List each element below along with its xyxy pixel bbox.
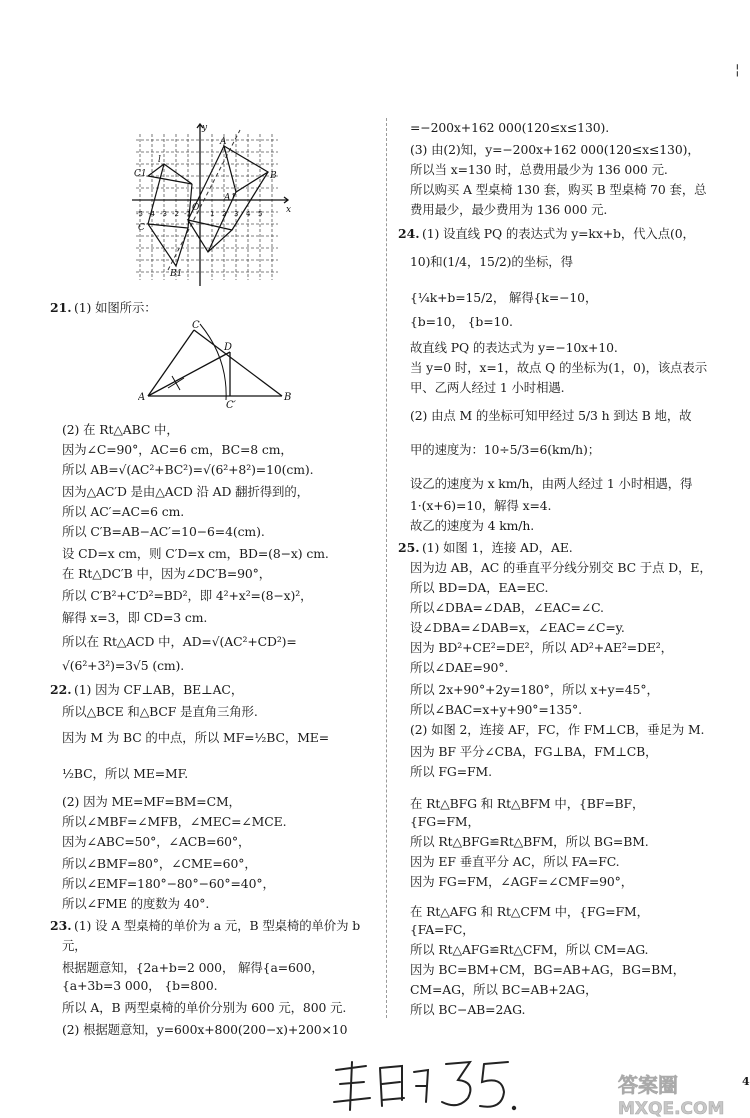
coordinate-grid-figure xyxy=(128,120,298,290)
tick-neg1: -1 xyxy=(184,210,191,218)
column-divider xyxy=(386,118,387,1018)
solution-line: {FA=FC， xyxy=(410,922,475,937)
watermark-logo xyxy=(614,1070,734,1118)
grid-label-b1: B1 xyxy=(170,269,183,279)
solution-line: 所以∠DBA=∠DAB，∠EAC=∠C. xyxy=(410,600,604,615)
solution-line: 所以 Rt△BFG≌Rt△BFM，所以 BG=BM. xyxy=(410,834,649,849)
solution-line: (1) 如图所示： xyxy=(74,300,157,315)
solution-line: 因为 FG=FM，∠AGF=∠CMF=90°， xyxy=(410,874,634,889)
solution-line: 所以∠MBF=∠MFB，∠MEC=∠MCE. xyxy=(62,814,287,829)
solution-line: 因为 BF 平分∠CBA，FG⊥BA，FM⊥CB， xyxy=(410,744,658,759)
watermark-bottom-text: MXQE.COM xyxy=(618,1099,725,1118)
solution-line: ½BC，所以 ME=MF. xyxy=(62,766,189,781)
solution-line: 所以∠FME 的度数为 40°. xyxy=(62,896,210,911)
solution-line: 解得 x=3，即 CD=3 cm. xyxy=(62,610,208,625)
solution-line: 故乙的速度为 4 km/h. xyxy=(410,518,535,533)
page-number: 4 xyxy=(742,1075,750,1088)
solution-line: (2) 在 Rt△ABC 中， xyxy=(62,422,179,437)
solution-line: 故直线 PQ 的表达式为 y=−10x+10. xyxy=(410,340,618,355)
solution-line: 在 Rt△DC′B 中，因为∠DC′B=90°， xyxy=(62,566,272,581)
problem-number: 24. xyxy=(398,226,420,241)
solution-line: 因为 BD²+CE²=DE²，所以 AD²+AE²=DE²， xyxy=(410,640,673,655)
solution-line: {b=10， {b=10. xyxy=(410,314,513,329)
solution-line: 所以当 x=130 时，总费用最少为 136 000 元. xyxy=(410,162,668,177)
problem-number: 22. xyxy=(50,682,72,697)
grid-label-a: A xyxy=(220,137,227,147)
solution-line: 所以在 Rt△ACD 中，AD=√(AC²+CD²)= xyxy=(62,634,297,649)
solution-line: 费用最少，最少费用为 136 000 元. xyxy=(410,202,608,217)
grid-label-l: l xyxy=(158,155,161,165)
solution-line: 所以 C′B²+C′D²=BD²，即 4²+x²=(8−x)²， xyxy=(62,588,313,603)
solution-line: 所以 Rt△AFG≌Rt△CFM，所以 CM=AG. xyxy=(410,942,649,957)
solution-line: 因为 EF 垂直平分 AC，所以 FA=FC. xyxy=(410,854,620,869)
tri-label-b: B xyxy=(284,392,292,403)
tick-2: 2 xyxy=(222,210,227,218)
watermark-top-text: 答案圈 xyxy=(618,1073,678,1097)
solution-line: 所以 AC′=AC=6 cm. xyxy=(62,504,185,519)
solution-line: 因为△AC′D 是由△ACD 沿 AD 翻折得到的， xyxy=(62,484,309,499)
solution-line: 设 CD=x cm，则 C′D=x cm，BD=(8−x) cm. xyxy=(62,546,329,561)
tick-1: 1 xyxy=(210,210,215,218)
triangle-construction-figure xyxy=(138,318,298,410)
tri-label-d: D xyxy=(224,342,233,353)
solution-line: 设∠DBA=∠DAB=x，∠EAC=∠C=y. xyxy=(410,620,625,635)
solution-line: √(6²+3²)=3√5 (cm). xyxy=(62,658,185,673)
tick-4: 4 xyxy=(246,210,251,218)
solution-line: 所以 AB=√(AC²+BC²)=√(6²+8²)=10(cm). xyxy=(62,462,314,477)
grid-label-b: B xyxy=(270,171,277,181)
solution-line: (1) 设 A 型桌椅的单价为 a 元，B 型桌椅的单价为 b xyxy=(74,918,361,933)
tri-label-c-prime: C′ xyxy=(226,400,236,410)
solution-line: 10)和(1/4，15/2)的坐标，得 xyxy=(410,254,573,269)
solution-line: 因为 BC=BM+CM，BG=AB+AG，BG=BM， xyxy=(410,962,686,977)
grid-label-c1: C1 xyxy=(134,169,147,179)
solution-line: 所以△BCE 和△BCF 是直角三角形. xyxy=(62,704,258,719)
solution-line: (3) 由(2)知，y=−200x+162 000(120≤x≤130)， xyxy=(410,142,700,157)
solution-line: (2) 由点 M 的坐标可知甲经过 5/3 h 到达 B 地，故 xyxy=(410,408,692,423)
solution-line: 1·(x+6)=10，解得 x=4. xyxy=(410,498,552,513)
solution-line: 在 Rt△BFG 和 Rt△BFM 中，{BF=BF， xyxy=(410,796,645,811)
solution-line: 甲的速度为：10÷5/3=6(km/h)； xyxy=(410,442,601,457)
grid-label-a1: A1 xyxy=(224,193,237,203)
handwritten-note xyxy=(330,1052,520,1118)
tick-neg3: -3 xyxy=(160,210,167,218)
solution-line: 根据题意知，{2a+b=2 000， 解得{a=600， xyxy=(62,960,324,975)
solution-line: (1) 因为 CF⊥AB，BE⊥AC， xyxy=(74,682,244,697)
tick-3: 3 xyxy=(234,210,239,218)
solution-line: 当 y=0 时，x=1，故点 Q 的坐标为(1，0)，该点表示 xyxy=(410,360,708,375)
solution-line: (1) 设直线 PQ 的表达式为 y=kx+b，代入点(0， xyxy=(422,226,695,241)
tick-neg4: -4 xyxy=(148,210,155,218)
solution-line: {¼k+b=15/2， 解得{k=−10， xyxy=(410,290,598,305)
solution-line: 所以∠BAC=x+y+90°=135°. xyxy=(410,702,582,717)
solution-line: 所以∠BMF=80°，∠CME=60°， xyxy=(62,856,257,871)
solution-line: 所以 2x+90°+2y=180°，所以 x+y=45°， xyxy=(410,682,659,697)
problem-number: 21. xyxy=(50,300,72,315)
solution-line: 因为 M 为 BC 的中点，所以 MF=½BC，ME= xyxy=(62,730,330,745)
solution-line: 在 Rt△AFG 和 Rt△CFM 中，{FG=FM， xyxy=(410,904,649,919)
solution-line: 所以购买 A 型桌椅 130 套，购买 B 型桌椅 70 套，总 xyxy=(410,182,707,197)
tri-label-c: C xyxy=(192,320,200,331)
solution-line: 所以∠EMF=180°−80°−60°=40°， xyxy=(62,876,275,891)
grid-label-o: O xyxy=(192,203,200,213)
solution-line: (2) 根据题意知，y=600x+800(200−x)+200×10 xyxy=(62,1022,348,1037)
grid-label-y: y xyxy=(202,123,208,133)
solution-line: 所以 FG=FM. xyxy=(410,764,492,779)
tick-neg5: -5 xyxy=(136,210,143,218)
tri-label-a: A xyxy=(138,392,146,403)
solution-line: =−200x+162 000(120≤x≤130). xyxy=(410,120,610,135)
solution-line: 所以 C′B=AB−AC′=10−6=4(cm). xyxy=(62,524,265,539)
solution-line: 因为∠C=90°，AC=6 cm，BC=8 cm， xyxy=(62,442,293,457)
grid-label-c: C xyxy=(138,223,145,233)
problem-number: 23. xyxy=(50,918,72,933)
solution-line: 因为∠ABC=50°，∠ACB=60°， xyxy=(62,834,251,849)
solution-line: 甲、乙两人经过 1 小时相遇. xyxy=(410,380,565,395)
solution-line: 设乙的速度为 x km/h，由两人经过 1 小时相遇，得 xyxy=(410,476,693,491)
solution-line: (1) 如图 1，连接 AD，AE. xyxy=(422,540,573,555)
solution-line: 所以∠DAE=90°. xyxy=(410,660,509,675)
problem-number: 25. xyxy=(398,540,420,555)
solution-line: (2) 如图 2，连接 AF，FC，作 FM⊥CB，垂足为 M. xyxy=(410,722,705,737)
solution-line: CM=AG，所以 BC=AB+2AG， xyxy=(410,982,598,997)
corner-mark: ¦ xyxy=(735,62,740,78)
solution-line: 所以 BC−AB=2AG. xyxy=(410,1002,526,1017)
solution-line: 所以 A，B 两型桌椅的单价分别为 600 元，800 元. xyxy=(62,1000,347,1015)
grid-label-x: x xyxy=(286,205,292,215)
solution-line: {FG=FM， xyxy=(410,814,480,829)
solution-line: 元， xyxy=(62,938,87,953)
solution-line: 所以 BD=DA，EA=EC. xyxy=(410,580,549,595)
tick-5: 5 xyxy=(258,210,263,218)
solution-line: (2) 因为 ME=MF=BM=CM， xyxy=(62,794,241,809)
solution-line: {a+3b=3 000， {b=800. xyxy=(62,978,218,993)
solution-line: 因为边 AB，AC 的垂直平分线分别交 BC 于点 D，E， xyxy=(410,560,712,575)
tick-neg2: -2 xyxy=(172,210,179,218)
